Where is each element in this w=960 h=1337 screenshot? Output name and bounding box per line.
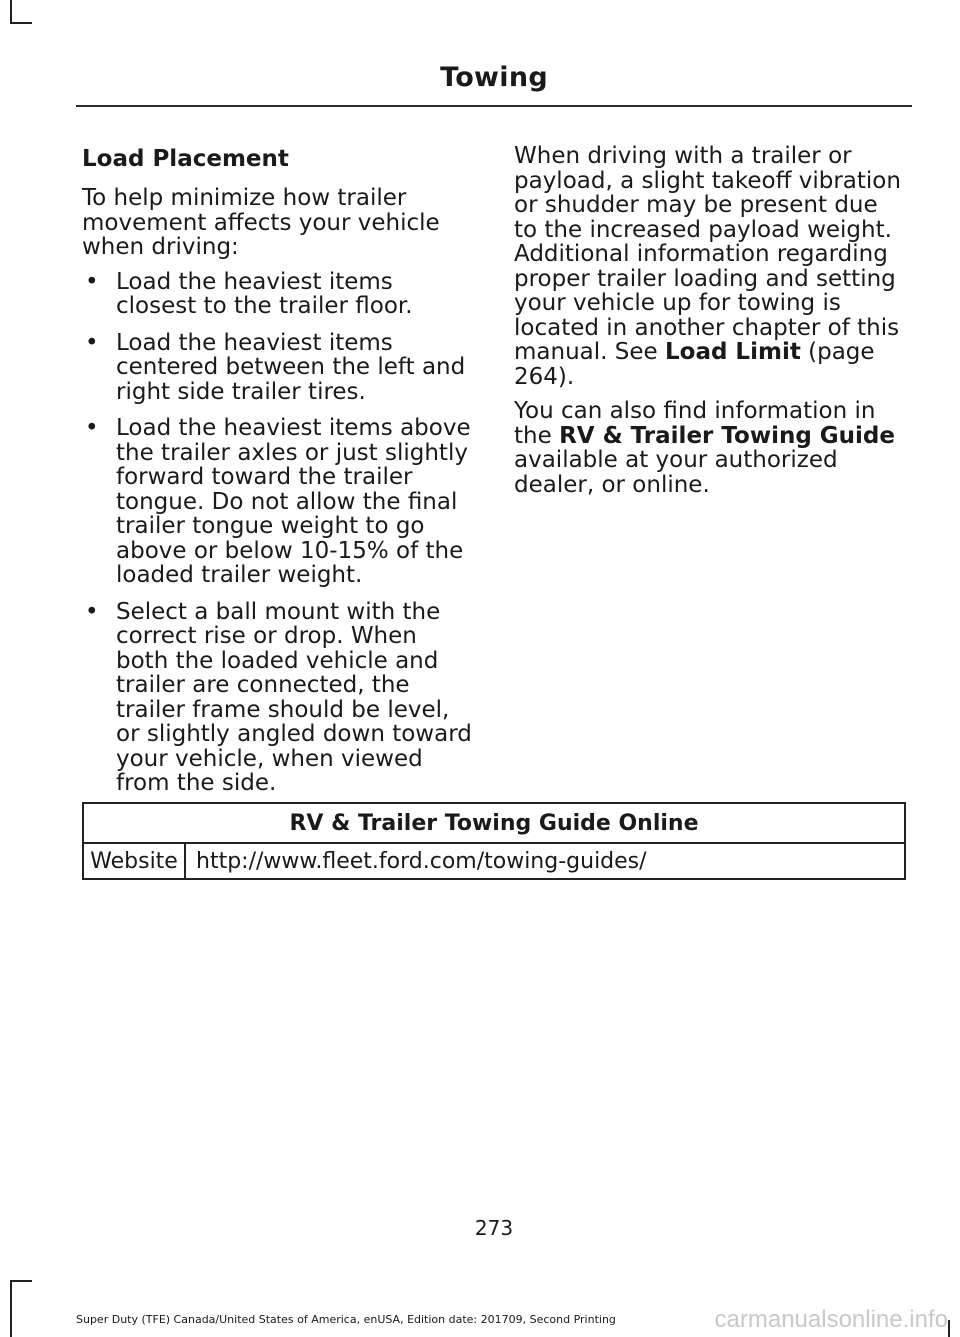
payload-paragraph [514,144,908,389]
intro-paragraph: To help minimize how trailer movement affects your vehicle when driving: [82,185,440,260]
bullet-icon: • [85,329,99,356]
footer-text: Super Duty (TFE) Canada/United States of America, enUSA, Edition date: 201709, Second Printing [76,1313,616,1326]
section-heading: Load Placement [82,146,289,172]
bullet-icon: • [85,598,99,625]
page-title: Towing [440,62,548,93]
crop-mark [10,1280,32,1282]
table-header-row [83,803,905,843]
bullet-icon: • [85,268,99,295]
header-divider [76,105,912,107]
list-item-text: Select a ball mount with the correct rise or drop. When both the loaded vehicle and trailer are connected, the trailer frame should be level, or slightly angled down toward your vehicle, when viewed from the side. [116,598,472,796]
load-limit-link[interactable]: Load Limit [664,339,801,365]
guide-text-pre: You can also find information in the [514,398,876,449]
page-number: 273 [474,1216,514,1240]
table-title: RV & Trailer Towing Guide Online [83,803,905,843]
guide-text-post: available at your authorized dealer, or online. [514,447,838,498]
list-item [82,600,476,796]
left-column [82,144,476,808]
payload-page-ref: (page 264). [514,339,875,390]
list-item [82,416,476,588]
table-row-label: Website [83,843,185,879]
crop-mark [948,1320,950,1337]
website-url-link[interactable]: http://www.fleet.ford.com/towing-guides/ [185,843,905,879]
table-row [83,843,905,879]
right-column [514,144,908,507]
towing-guide-name: RV & Trailer Towing Guide [559,422,895,449]
payload-text: When driving with a trailer or payload, a slight takeoff vibration or shudder may be present due to the increased payload weight. Additional information regarding proper trailer loading and setting your vehicle up for towing is located in another chapter of this manual. See [514,143,901,365]
bullet-list [82,270,476,796]
list-item [82,331,476,405]
list-item-text: Load the heaviest items centered between the left and right side trailer tires. [116,329,466,405]
list-item-text: Load the heaviest items above the trailer axles or just slightly forward toward the trailer tongue. Do not allow the final trailer tongue weight to go above or below 10-15% of the loaded trailer weight. [116,415,471,588]
crop-mark [10,22,32,24]
crop-mark [10,1280,12,1337]
crop-mark [10,0,12,22]
towing-guide-paragraph [514,399,908,497]
bullet-icon: • [85,415,99,441]
watermark: carmanualsonline.info [714,1306,948,1333]
list-item-text: Load the heaviest items closest to the trailer floor. [116,268,413,319]
towing-guide-table [82,802,906,880]
list-item [82,270,476,319]
